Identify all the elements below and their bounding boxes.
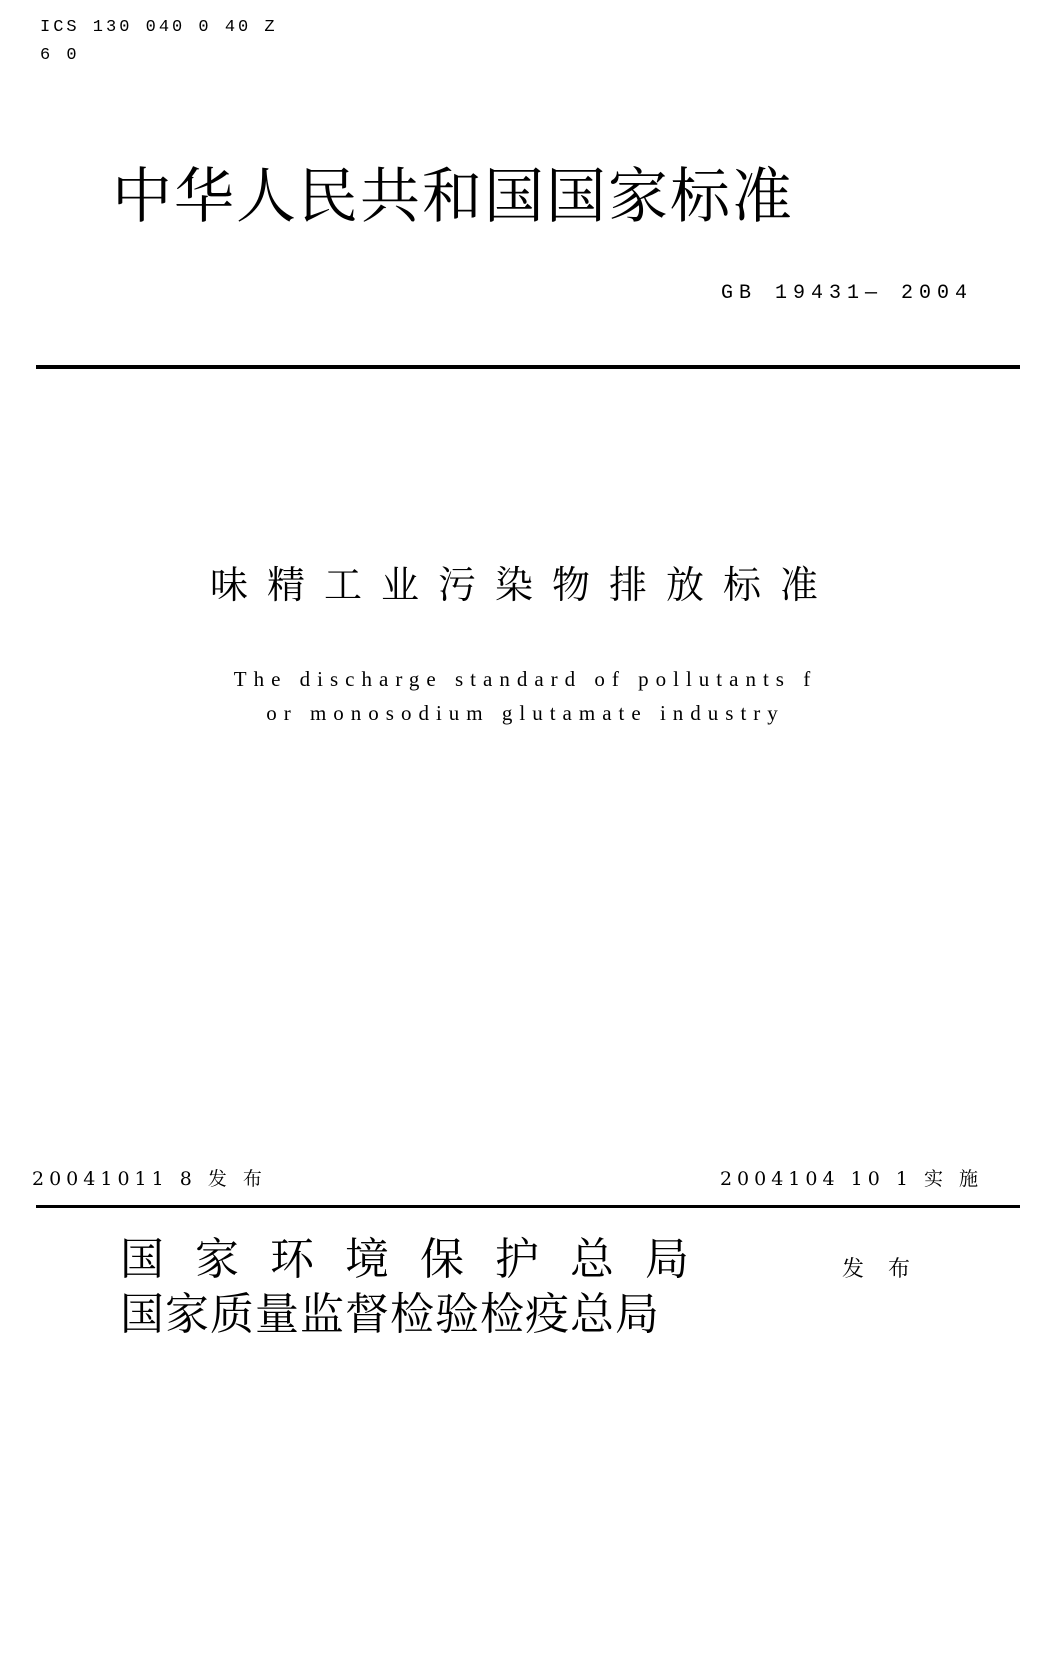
issuing-agency-quality: 国家质量监督检验检疫总局 (120, 1289, 660, 1340)
issue-label: 发布 (842, 1257, 935, 1282)
issuing-agency-environment: 国家环境保护总局 (120, 1234, 720, 1285)
gb-standard-number: GB 19431— 2004 (720, 282, 973, 305)
issue-date: 20041011 8 发 布 (32, 1168, 267, 1190)
standard-title-en-line-1: The discharge standard of pollutants f (233, 667, 818, 691)
standard-title-cn: 味精工业污染物排放标准 (210, 563, 838, 607)
standard-title-en-line-2: or monosodium glutamate industry (266, 701, 785, 725)
national-standard-title: 中华人民共和国国家标准 (112, 162, 794, 232)
top-divider (36, 365, 1020, 369)
ics-classification: ICS 130 040 0 40 Z (40, 18, 278, 37)
bottom-divider (36, 1205, 1020, 1208)
implementation-date: 2004104 10 1 实 施 (719, 1168, 983, 1190)
ccs-code: 6 0 (40, 46, 80, 65)
